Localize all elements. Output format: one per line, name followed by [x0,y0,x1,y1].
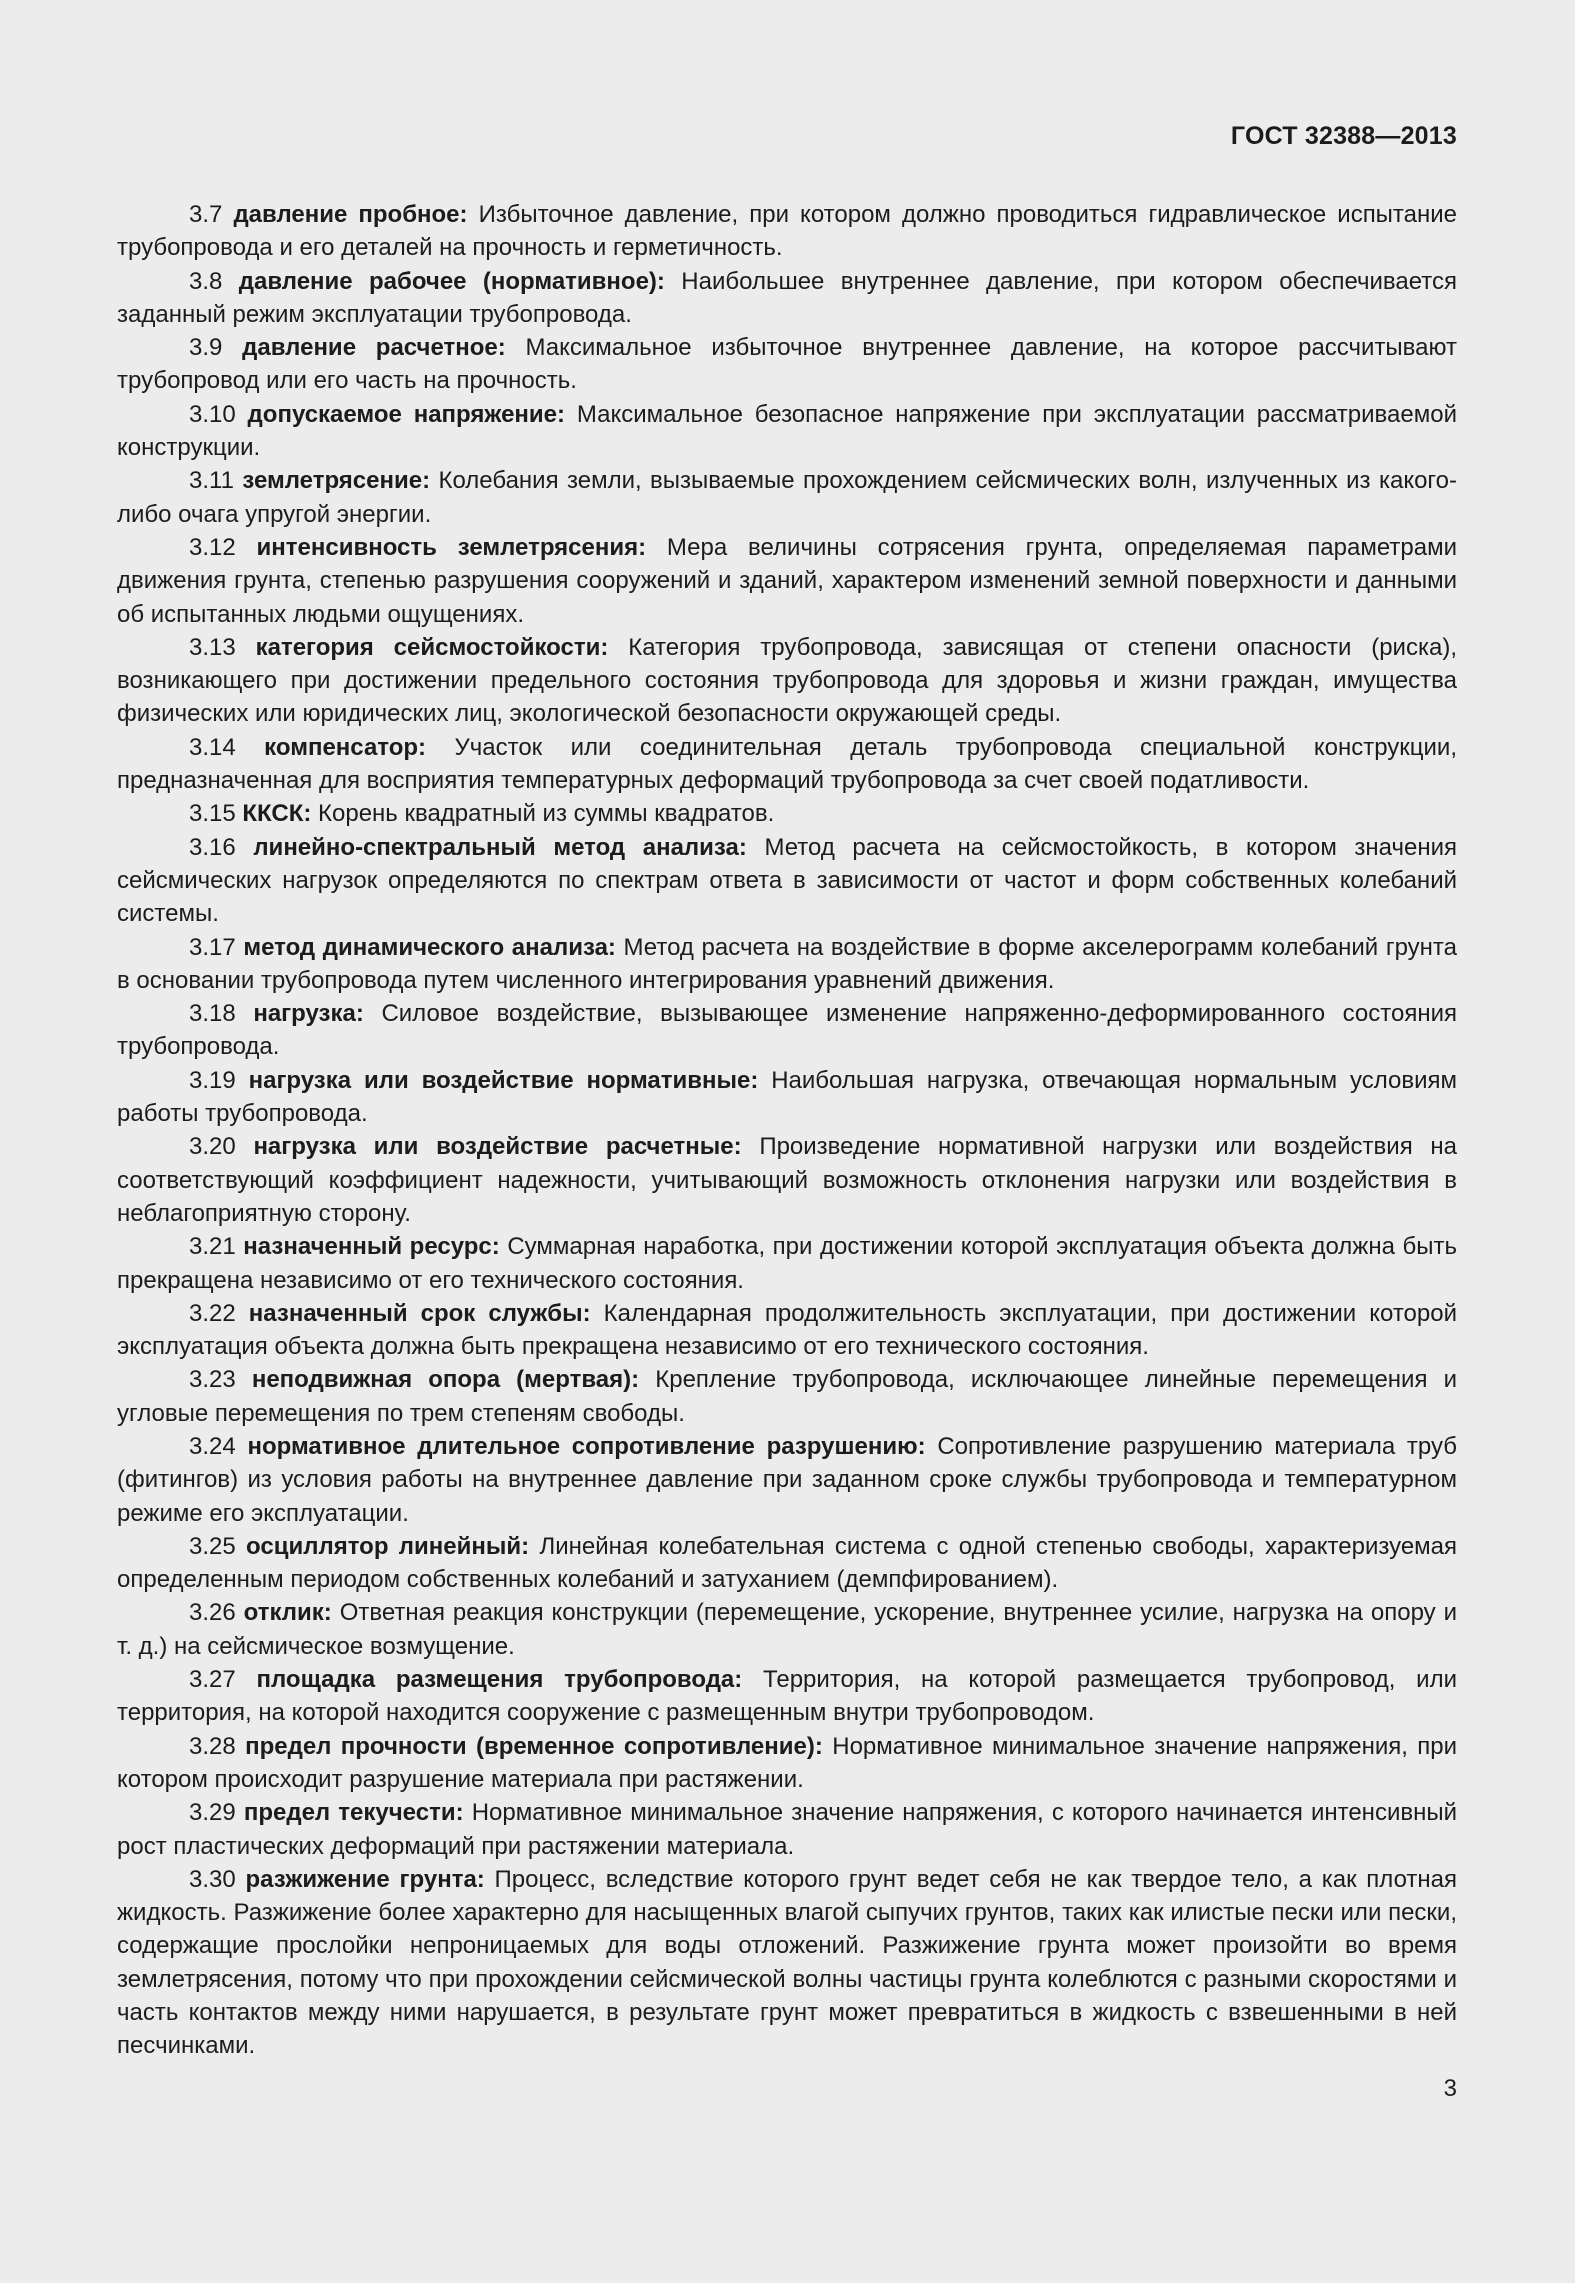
term-definition: Сопротивление разрушению материала труб (фитингов) из условия работы на внутреннее давление при заданном сроке службы трубопровода и температурном режиме его эксплуатации. [117,1432,1458,1527]
term-definition: Силовое воздействие, вызывающее изменение напряженно-деформированного состояния трубопровода. [117,1000,1457,1061]
terms-list [117,198,1457,2063]
term-entry [117,531,1457,631]
term-name: предел прочности (временное сопротивление): [245,1732,823,1760]
term-entry [117,1064,1457,1131]
term-definition: Максимальное безопасное напряжение при эксплуатации рассматриваемой конструкции. [117,400,1457,462]
term-entry [117,398,1457,465]
term-definition: Мера величины сотрясения грунта, определяемая параметрами движения грунта, степенью разрушения сооружений и зданий, характером изменений земной поверхности и данными об испытанных людьми ощущениях. [117,533,1457,628]
term-entry [117,1796,1457,1863]
term-number: 3.21 [189,1233,236,1261]
term-name: площадка размещения трубопровода: [256,1666,743,1694]
term-name: осциллятор линейный: [246,1532,530,1560]
term-name: неподвижная опора (мертвая): [251,1366,640,1394]
term-name: давление расчетное: [242,334,506,362]
term-definition: Линейная колебательная система с одной степенью свободы, характеризуемая определенным периодом собственных колебаний и затуханием (демпфированием). [117,1532,1458,1594]
term-number: 3.15 [189,800,236,828]
term-name: назначенный срок службы: [248,1299,591,1327]
term-number: 3.30 [189,1865,236,1893]
term-number: 3.11 [189,467,234,495]
term-number: 3.13 [189,633,236,661]
term-number: 3.22 [189,1299,236,1327]
term-definition: Участок или соединительная деталь трубопровода специальной конструкции, предназначенная для восприятия температурных деформаций трубопровода за счет своей податливости. [117,733,1457,795]
term-name: категория сейсмостойкости: [255,633,609,661]
term-definition: Крепление трубопровода, исключающее линейные перемещения и угловые перемещения по трем степеням свободы. [117,1366,1457,1427]
term-name: допускаемое напряжение: [247,400,566,428]
term-number: 3.20 [189,1133,236,1161]
term-definition: Максимальное избыточное внутреннее давление, на которое рассчитывают трубопровод или его часть на прочность. [117,334,1457,395]
term-number: 3.7 [189,201,223,228]
term-name: назначенный ресурс: [243,1233,500,1261]
term-number: 3.17 [189,933,236,961]
term-definition: Суммарная наработка, при достижении которой эксплуатация объекта должна быть прекращена независимо от его технического состояния. [117,1233,1458,1294]
term-name: разжижение грунта: [245,1865,485,1893]
term-definition: Корень квадратный из суммы квадратов. [318,800,775,828]
term-entry [117,464,1457,531]
term-definition: Нормативное минимальное значение напряжения, при котором происходит разрушение материала при растяжении. [117,1732,1458,1793]
term-definition: Произведение нормативной нагрузки или воздействия на соответствующий коэффициент надежности, учитывающий возможность отклонения нагрузки или воздействия в неблагоприятную сторону. [117,1133,1458,1227]
term-entry [117,1530,1457,1597]
term-name: нагрузка или воздействие нормативные: [248,1066,759,1094]
term-name: нормативное длительное сопротивление разрушению: [247,1432,926,1460]
term-entry [117,797,1457,830]
term-definition: Метод расчета на воздействие в форме акселерограмм колебаний грунта в основании трубопровода путем численного интегрирования уравнений движения. [117,933,1457,994]
term-entry [117,1596,1457,1663]
term-definition: Колебания земли, вызываемые прохождением сейсмических волн, излученных из какого-либо очага упругой энергии. [117,467,1457,528]
term-entry [117,1863,1457,2063]
term-definition: Категория трубопровода, зависящая от степени опасности (риска), возникающего при достижении предельного состояния трубопровода для здоровья и жизни граждан, имущества физических или юридических лиц, экологической безопасности окружающей среды. [117,633,1457,728]
term-number: 3.27 [189,1666,236,1694]
term-definition: Метод расчета на сейсмостойкость, в котором значения сейсмических нагрузок определяются по спектрам ответа в зависимости от частот и форм собственных колебаний системы. [117,833,1458,928]
term-number: 3.23 [189,1366,236,1394]
term-number: 3.24 [189,1432,236,1460]
term-definition: Календарная продолжительность эксплуатации, при достижении которой эксплуатация объекта должна быть прекращена независимо от его технического состояния. [117,1299,1458,1361]
document-code-header: ГОСТ 32388—2013 [1230,122,1457,150]
term-number: 3.16 [189,833,236,861]
term-name: компенсатор: [264,733,427,761]
term-entry [117,831,1457,931]
term-number: 3.29 [189,1799,236,1827]
term-name: землетрясение: [242,467,431,495]
term-number: 3.28 [189,1732,236,1760]
term-number: 3.18 [189,1000,236,1028]
page-number: 3 [1443,2075,1457,2102]
term-name: давление рабочее (нормативное): [238,267,665,295]
term-definition: Наибольшая нагрузка, отвечающая нормальным условиям работы трубопровода. [117,1066,1457,1128]
term-entry [117,631,1457,731]
term-number: 3.26 [189,1599,236,1627]
term-entry [117,1297,1457,1364]
term-name: линейно-спектральный метод анализа: [253,833,747,861]
term-entry [117,1730,1457,1797]
term-definition: Процесс, вследствие которого грунт ведет себя не как твердое тело, а как плотная жидкость. Разжижение более характерно для насыщенных влагой сыпучих грунтов, таких как илистые пески или пески, содержащие прослойки непроницаемых для воды отложений. Разжижение грунта может произойти во время землетрясения, потому что при прохождении сейсмической волны частицы грунта колеблются с разными скоростями и часть контактов между ними нарушается, в результате грунт может превратиться в жидкость с взвешенными в ней песчинками. [117,1865,1457,2060]
term-entry [117,1430,1457,1530]
term-number: 3.25 [189,1532,236,1560]
term-number: 3.8 [189,267,223,295]
term-entry [117,997,1457,1064]
term-entry [117,265,1457,332]
term-entry [117,731,1457,798]
term-number: 3.12 [189,533,236,561]
term-definition: Ответная реакция конструкции (перемещение, ускорение, внутреннее усилие, нагрузка на опору и т. д.) на сейсмическое возмущение. [117,1599,1457,1660]
term-entry [117,1663,1457,1730]
term-name: интенсивность землетрясения: [256,533,647,561]
term-definition: Наибольшее внутреннее давление, при котором обеспечивается заданный режим эксплуатации трубопровода. [117,267,1458,328]
term-entry [117,331,1457,398]
term-name: нагрузка или воздействие расчетные: [253,1133,742,1161]
term-definition: Избыточное давление, при котором должно проводиться гидравлическое испытание трубопровода и его деталей на прочность и герметичность. [117,201,1458,262]
term-number: 3.10 [189,400,236,428]
term-name: метод динамического анализа: [243,933,616,961]
term-entry [117,1363,1457,1430]
term-name: давление пробное: [233,201,468,228]
term-definition: Нормативное минимальное значение напряжения, с которого начинается интенсивный рост пластических деформаций при растяжении материала. [117,1799,1458,1860]
term-definition: Территория, на которой размещается трубопровод, или территория, на которой находится сооружение с размещенным внутри трубопроводом. [117,1666,1457,1727]
term-name: предел текучести: [243,1799,464,1827]
term-number: 3.9 [189,334,223,362]
term-name: нагрузка: [253,1000,364,1028]
term-entry [117,198,1457,265]
term-name: отклик: [243,1599,332,1627]
term-entry [117,931,1457,998]
term-entry [117,1130,1457,1230]
term-name: ККСК: [242,800,312,828]
term-entry [117,1230,1457,1297]
term-number: 3.19 [189,1066,236,1094]
term-number: 3.14 [189,733,236,761]
